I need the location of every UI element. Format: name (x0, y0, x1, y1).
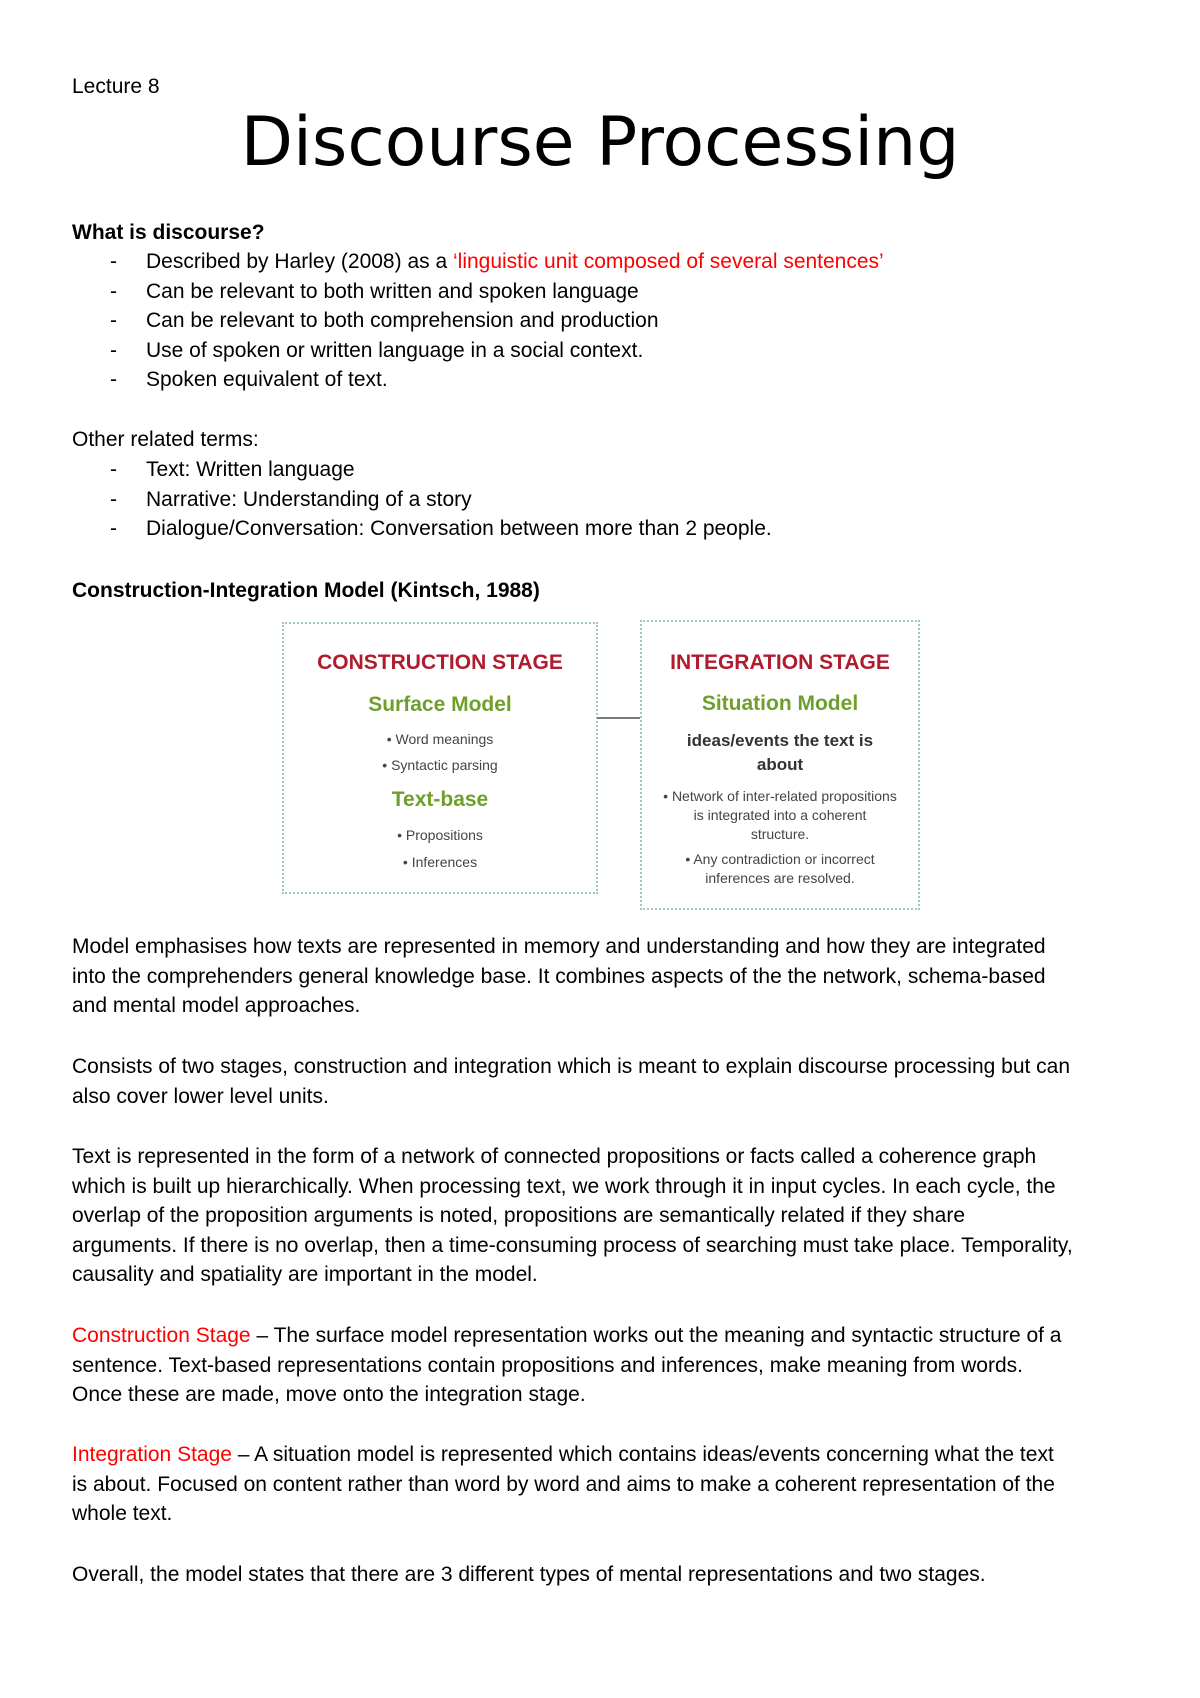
paragraph-line: sentence. Text-based representations contain propositions and inferences, make meaning from words. (72, 1353, 1023, 1377)
list-item: - Text: Written language (72, 455, 772, 485)
paragraph-line: and mental model approaches. (72, 994, 361, 1018)
discourse-definition-list (72, 247, 884, 395)
integration-bullet-1-line-3: structure. (750, 826, 810, 842)
textbase-item-inferences: • Inferences (402, 854, 478, 870)
arrow-line (597, 717, 643, 719)
paragraph-line: Model emphasises how texts are represented in memory and understanding and how they are integrated (72, 935, 1046, 958)
paragraph-overall (72, 1560, 1142, 1590)
integration-bullet-1-line-2: is integrated into a coherent (693, 807, 867, 823)
paragraph-coherence-graph (72, 1142, 1142, 1290)
paragraph-line: also cover lower level units. (72, 1084, 329, 1108)
construction-stage-title: CONSTRUCTION STAGE (317, 651, 563, 674)
paragraph-line: Once these are made, move onto the integration stage. (72, 1383, 586, 1407)
integration-stage-box (640, 620, 920, 910)
paragraph-line: is about. Focused on content rather than word by word and aims to make a coherent representation of the (72, 1472, 1055, 1496)
section-heading-what-is-discourse: What is discourse? (72, 221, 265, 244)
construction-stage-label: Construction Stage (72, 1324, 251, 1347)
list-item: - Spoken equivalent of text. (72, 365, 884, 395)
paragraph-two-stages (72, 1052, 1142, 1111)
list-item: - Use of spoken or written language in a social context. (72, 336, 884, 366)
list-item: - Dialogue/Conversation: Conversation between more than 2 people. (72, 514, 772, 544)
paragraph-line: Text is represented in the form of a network of connected propositions or facts called a coherence graph (72, 1145, 1037, 1168)
situation-about-line-2: about (756, 755, 804, 774)
paragraph-line: which is built up hierarchically. When processing text, we work through it in input cycles. In each cycle, the (72, 1174, 1056, 1198)
paragraph-line: Overall, the model states that there are 3 different types of mental representations and two stages. (72, 1563, 986, 1586)
paragraph-line: whole text. (72, 1502, 173, 1526)
paragraph-line (72, 1321, 1142, 1351)
paragraph-line: overlap of the proposition arguments is noted, propositions are semantically related if they share (72, 1204, 965, 1228)
surface-item-word-meanings: • Word meanings (386, 731, 494, 747)
paragraph-line (72, 1440, 1142, 1470)
integration-bullet-1-line-1: • Network of inter-related propositions (663, 788, 897, 804)
definition-prefix: Described by Harley (2008) as a (146, 250, 453, 273)
surface-model-title: Surface Model (368, 693, 512, 716)
list-item (72, 247, 884, 277)
paragraph-line: causality and spatiality are important in the model. (72, 1263, 538, 1287)
list-item: - Narrative: Understanding of a story (72, 485, 772, 515)
construction-stage-text: – The surface model representation works out the meaning and syntactic structure of a (250, 1324, 1062, 1347)
surface-item-syntactic-parsing: • Syntactic parsing (382, 757, 498, 773)
ci-model-diagram (280, 620, 925, 910)
definition-quote: ‘linguistic unit composed of several sentences’ (452, 250, 884, 273)
lecture-label: Lecture 8 (72, 75, 160, 98)
page-title: Discourse Processing (240, 103, 960, 182)
section-heading-ci-model: Construction-Integration Model (Kintsch, 1988) (72, 579, 540, 602)
situation-model-title: Situation Model (701, 692, 859, 715)
situation-about-line-1: ideas/events the text is (686, 731, 874, 750)
construction-stage-box (282, 622, 598, 894)
integration-stage-text: – A situation model is represented which contains ideas/events concerning what the text (231, 1443, 1054, 1466)
paragraph-line: Consists of two stages, construction and integration which is meant to explain discourse processing but can (72, 1055, 1071, 1078)
integration-stage-label: Integration Stage (72, 1443, 232, 1466)
integration-bullet-2-line-1: • Any contradiction or incorrect (685, 851, 875, 867)
paragraph-line: into the comprehenders general knowledge base. It combines aspects of the the network, schema-based (72, 964, 1046, 988)
list-item: - Can be relevant to both written and spoken language (72, 277, 884, 307)
paragraph-integration-stage (72, 1440, 1142, 1529)
list-item: - Can be relevant to both comprehension and production (72, 306, 884, 336)
section-heading-related-terms: Other related terms: (72, 428, 259, 451)
integration-stage-title: INTEGRATION STAGE (670, 651, 890, 674)
paragraph-line: arguments. If there is no overlap, then a time-consuming process of searching must take place. Temporality, (72, 1233, 1073, 1257)
text-base-title: Text-base (391, 788, 489, 811)
paragraph-construction-stage (72, 1321, 1142, 1410)
integration-bullet-2-line-2: inferences are resolved. (705, 870, 855, 886)
paragraph-model-emphasis (72, 932, 1142, 1021)
related-terms-list (72, 455, 772, 544)
textbase-item-propositions: • Propositions (397, 827, 483, 843)
